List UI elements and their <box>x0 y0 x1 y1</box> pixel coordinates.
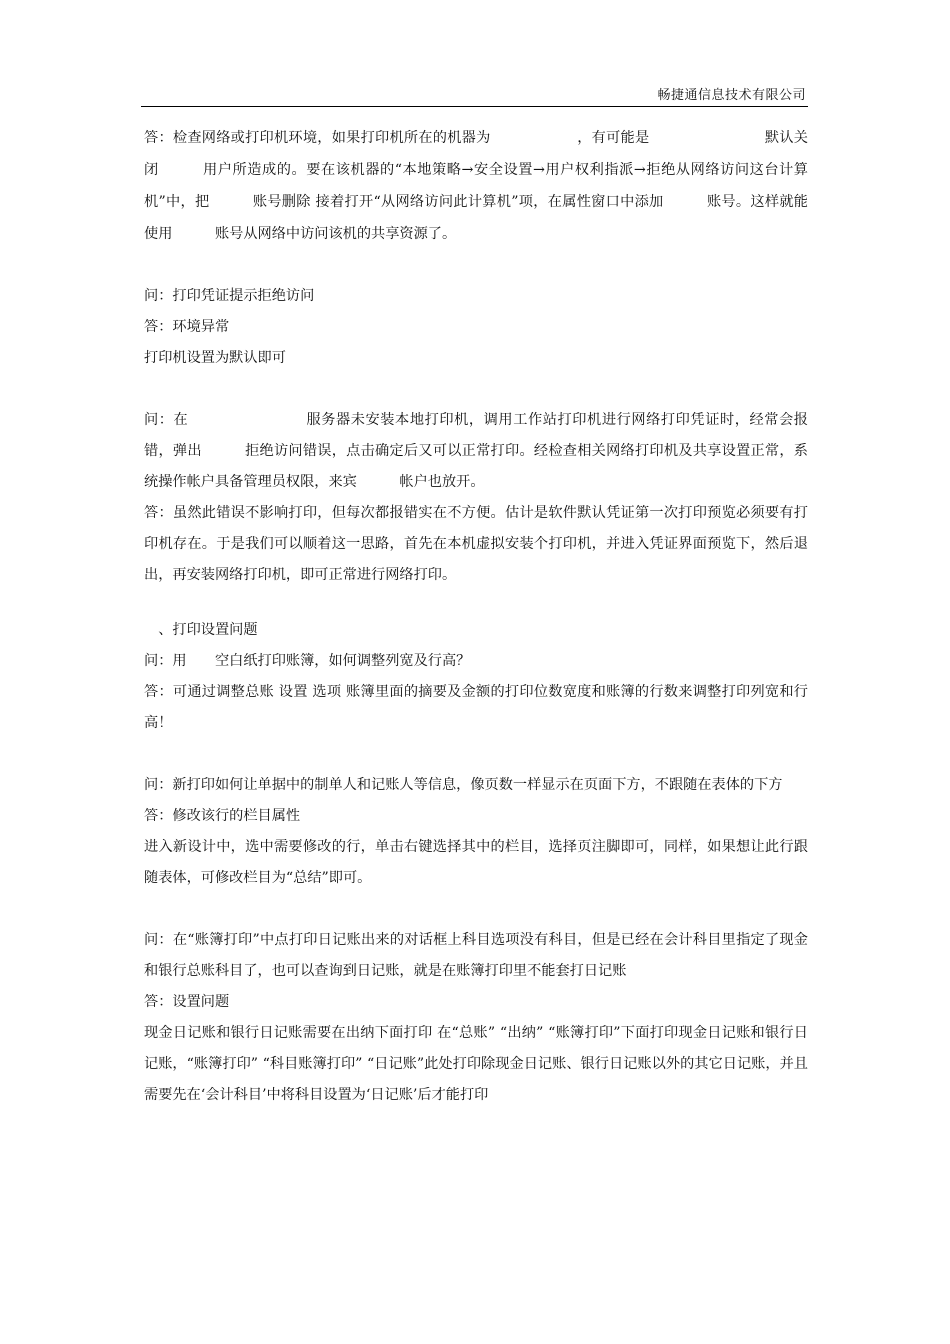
question-column-width: 问：用 空白纸打印账簿，如何调整列宽及行高？ <box>144 653 471 669</box>
question-journal-print: 问：在“账簿打印”中点打印日记账出来的对话框上科目选项没有科目，但是已经在会计科目里指定了现金和银行总账科目了，也可以查询到日记账，就是在账簿打印里不能套打日记账 <box>144 932 808 979</box>
answer-journal-print: 答：设置问题 <box>144 994 230 1010</box>
question-footer-info: 问：新打印如何让单据中的制单人和记账人等信息，像页数一样显示在页面下方，不跟随在表体的下方 <box>144 777 783 793</box>
answer-access-denied: 答：环境异常 <box>144 319 230 335</box>
spacer <box>144 894 808 925</box>
answer-footer-info-detail: 进入新设计中，选中需要修改的行，单击右键选择其中的栏目，选择页注脚即可，同样，如果想让此行跟随表体，可修改栏目为“总结”即可。 <box>144 839 808 886</box>
answer-access-denied-detail: 打印机设置为默认即可 <box>144 350 286 366</box>
spacer <box>144 739 808 770</box>
answer-network-environment: 答：检查网络或打印机环境，如果打印机所在的机器为 ，有可能是 默认关闭 用户所造成的。要在该机器的“本地策略→安全设置→用户权利指派→拒绝从网络访问这台计算机”中，把 账号删除 接着打开“从网络访问此计算机”项，在属性窗口中添加 账号。这样就能使用 账号从网络中访问该机的共享资源了。 <box>144 130 808 242</box>
answer-column-width: 答：可通过调整总账 设置 选项 账簿里面的摘要及金额的打印位数宽度和账簿的行数来调整打印列宽和行高！ <box>144 684 808 731</box>
page-header <box>141 88 808 107</box>
answer-journal-print-detail: 现金日记账和银行日记账需要在出纳下面打印 在“总账” “出纳” “账簿打印”下面打印现金日记账和银行日记账，“账簿打印” “科目账簿打印” “日记账”此处打印除现金日记账、银行日记账以外的其它日记账，并且需要先在‘会计科目’中将科目设置为‘日记账’后才能打印 <box>144 1025 808 1103</box>
document-body <box>144 122 808 1111</box>
question-server-printer: 问：在 服务器未安装本地打印机，调用工作站打印机进行网络打印凭证时，经常会报错，弹出 拒绝访问错误，点击确定后又可以正常打印。经检查相关网络打印机及共享设置正常，系统操作帐户具备管理员权限，来宾 帐户也放开。 <box>144 412 808 490</box>
spacer <box>144 591 808 615</box>
answer-footer-info: 答：修改该行的栏目属性 <box>144 808 301 824</box>
spacer <box>144 250 808 281</box>
company-name: 畅捷通信息技术有限公司 <box>657 88 806 103</box>
question-access-denied: 问：打印凭证提示拒绝访问 <box>144 288 315 304</box>
answer-server-printer: 答：虽然此错误不影响打印，但每次都报错实在不方便。估计是软件默认凭证第一次打印预览必须要有打印机存在。于是我们可以顺着这一思路，首先在本机虚拟安装个打印机，并进入凭证界面预览下，然后退出，再安装网络打印机，即可正常进行网络打印。 <box>144 505 808 583</box>
section-heading-print-settings: 、打印设置问题 <box>144 622 258 638</box>
spacer <box>144 374 808 405</box>
